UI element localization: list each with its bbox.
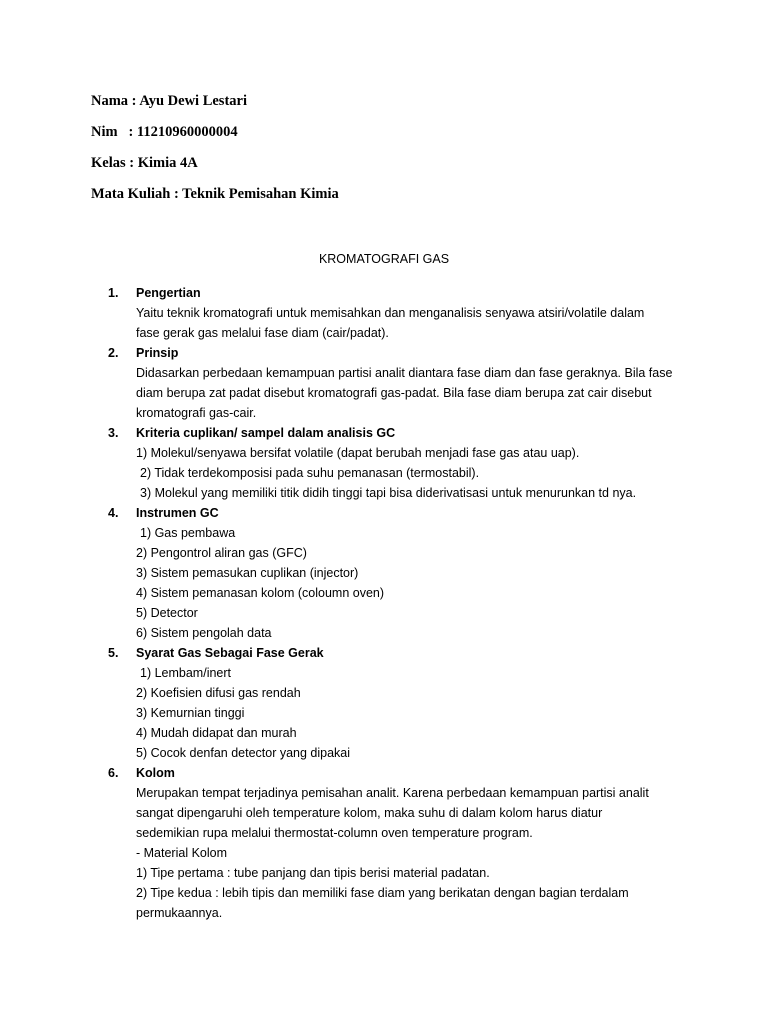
section-text-line: permukaannya. xyxy=(136,906,223,920)
section-number: 4. xyxy=(108,506,119,520)
section-text-line: 2) Tipe kedua : lebih tipis dan memiliki fase diam yang berikatan dengan bagian terdalam xyxy=(136,886,629,900)
section-text-line: 3) Molekul yang memiliki titik didih tinggi tapi bisa diderivatisasi untuk menurunkan td nya. xyxy=(140,486,637,500)
student-nim: Nim : 11210960000004 xyxy=(91,124,238,140)
section-number: 6. xyxy=(108,766,119,780)
section-list xyxy=(108,283,688,923)
document-title: KROMATOGRAFI GAS xyxy=(318,252,450,266)
student-info xyxy=(91,91,339,215)
section-item xyxy=(108,503,688,643)
section-text-line: 2) Tidak terdekomposisi pada suhu pemanasan (termostabil). xyxy=(140,466,480,480)
section-text-line: fase gerak gas melalui fase diam (cair/padat). xyxy=(136,326,389,340)
section-text-line: sedemikian rupa melalui thermostat-column oven temperature program. xyxy=(136,826,533,840)
student-name: Nama : Ayu Dewi Lestari xyxy=(91,93,247,109)
section-text-line: sangat dipengaruhi oleh temperature kolom, maka suhu di dalam kolom harus diatur xyxy=(136,806,603,820)
section-text-line: 5) Detector xyxy=(136,606,198,620)
section-heading: Syarat Gas Sebagai Fase Gerak xyxy=(136,646,324,660)
section-number: 5. xyxy=(108,646,119,660)
section-text-line: Yaitu teknik kromatografi untuk memisahkan dan menganalisis senyawa atsiri/volatile dalam xyxy=(136,306,645,320)
section-heading: Pengertian xyxy=(136,286,201,300)
section-text-line: kromatografi gas-cair. xyxy=(136,406,257,420)
section-text-line: 1) Tipe pertama : tube panjang dan tipis berisi material padatan. xyxy=(136,866,490,880)
section-text-line: diam berupa zat padat disebut kromatografi gas-padat. Bila fase diam berupa zat cair disebut xyxy=(136,386,652,400)
section-text-line: 6) Sistem pengolah data xyxy=(136,626,272,640)
section-text-line: 5) Cocok denfan detector yang dipakai xyxy=(136,746,351,760)
section-text-line: 1) Molekul/senyawa bersifat volatile (dapat berubah menjadi fase gas atau uap). xyxy=(136,446,580,460)
section-text-line: 1) Lembam/inert xyxy=(140,666,232,680)
section-text-line: 4) Mudah didapat dan murah xyxy=(136,726,297,740)
section-number: 2. xyxy=(108,346,119,360)
section-heading: Instrumen GC xyxy=(136,506,219,520)
section-text-line: Merupakan tempat terjadinya pemisahan analit. Karena perbedaan kemampuan partisi analit xyxy=(136,786,649,800)
section-number: 1. xyxy=(108,286,119,300)
section-item xyxy=(108,283,688,343)
section-number: 3. xyxy=(108,426,119,440)
student-class: Kelas : Kimia 4A xyxy=(91,155,198,171)
section-text-line: 2) Pengontrol aliran gas (GFC) xyxy=(136,546,307,560)
section-text-line: 4) Sistem pemanasan kolom (coloumn oven) xyxy=(136,586,385,600)
section-text-line: 1) Gas pembawa xyxy=(140,526,236,540)
section-text-line: 3) Kemurnian tinggi xyxy=(136,706,245,720)
section-text-line: 3) Sistem pemasukan cuplikan (injector) xyxy=(136,566,359,580)
section-item xyxy=(108,763,688,923)
section-text-line: Didasarkan perbedaan kemampuan partisi analit diantara fase diam dan fase geraknya. Bila fase xyxy=(136,366,673,380)
section-text-line: - Material Kolom xyxy=(136,846,227,860)
section-heading: Kolom xyxy=(136,766,175,780)
section-item xyxy=(108,343,688,423)
section-heading: Kriteria cuplikan/ sampel dalam analisis GC xyxy=(136,426,396,440)
section-text-line: 2) Koefisien difusi gas rendah xyxy=(136,686,301,700)
section-item xyxy=(108,423,688,503)
section-item xyxy=(108,643,688,763)
course-name: Mata Kuliah : Teknik Pemisahan Kimia xyxy=(91,186,339,202)
section-heading: Prinsip xyxy=(136,346,179,360)
